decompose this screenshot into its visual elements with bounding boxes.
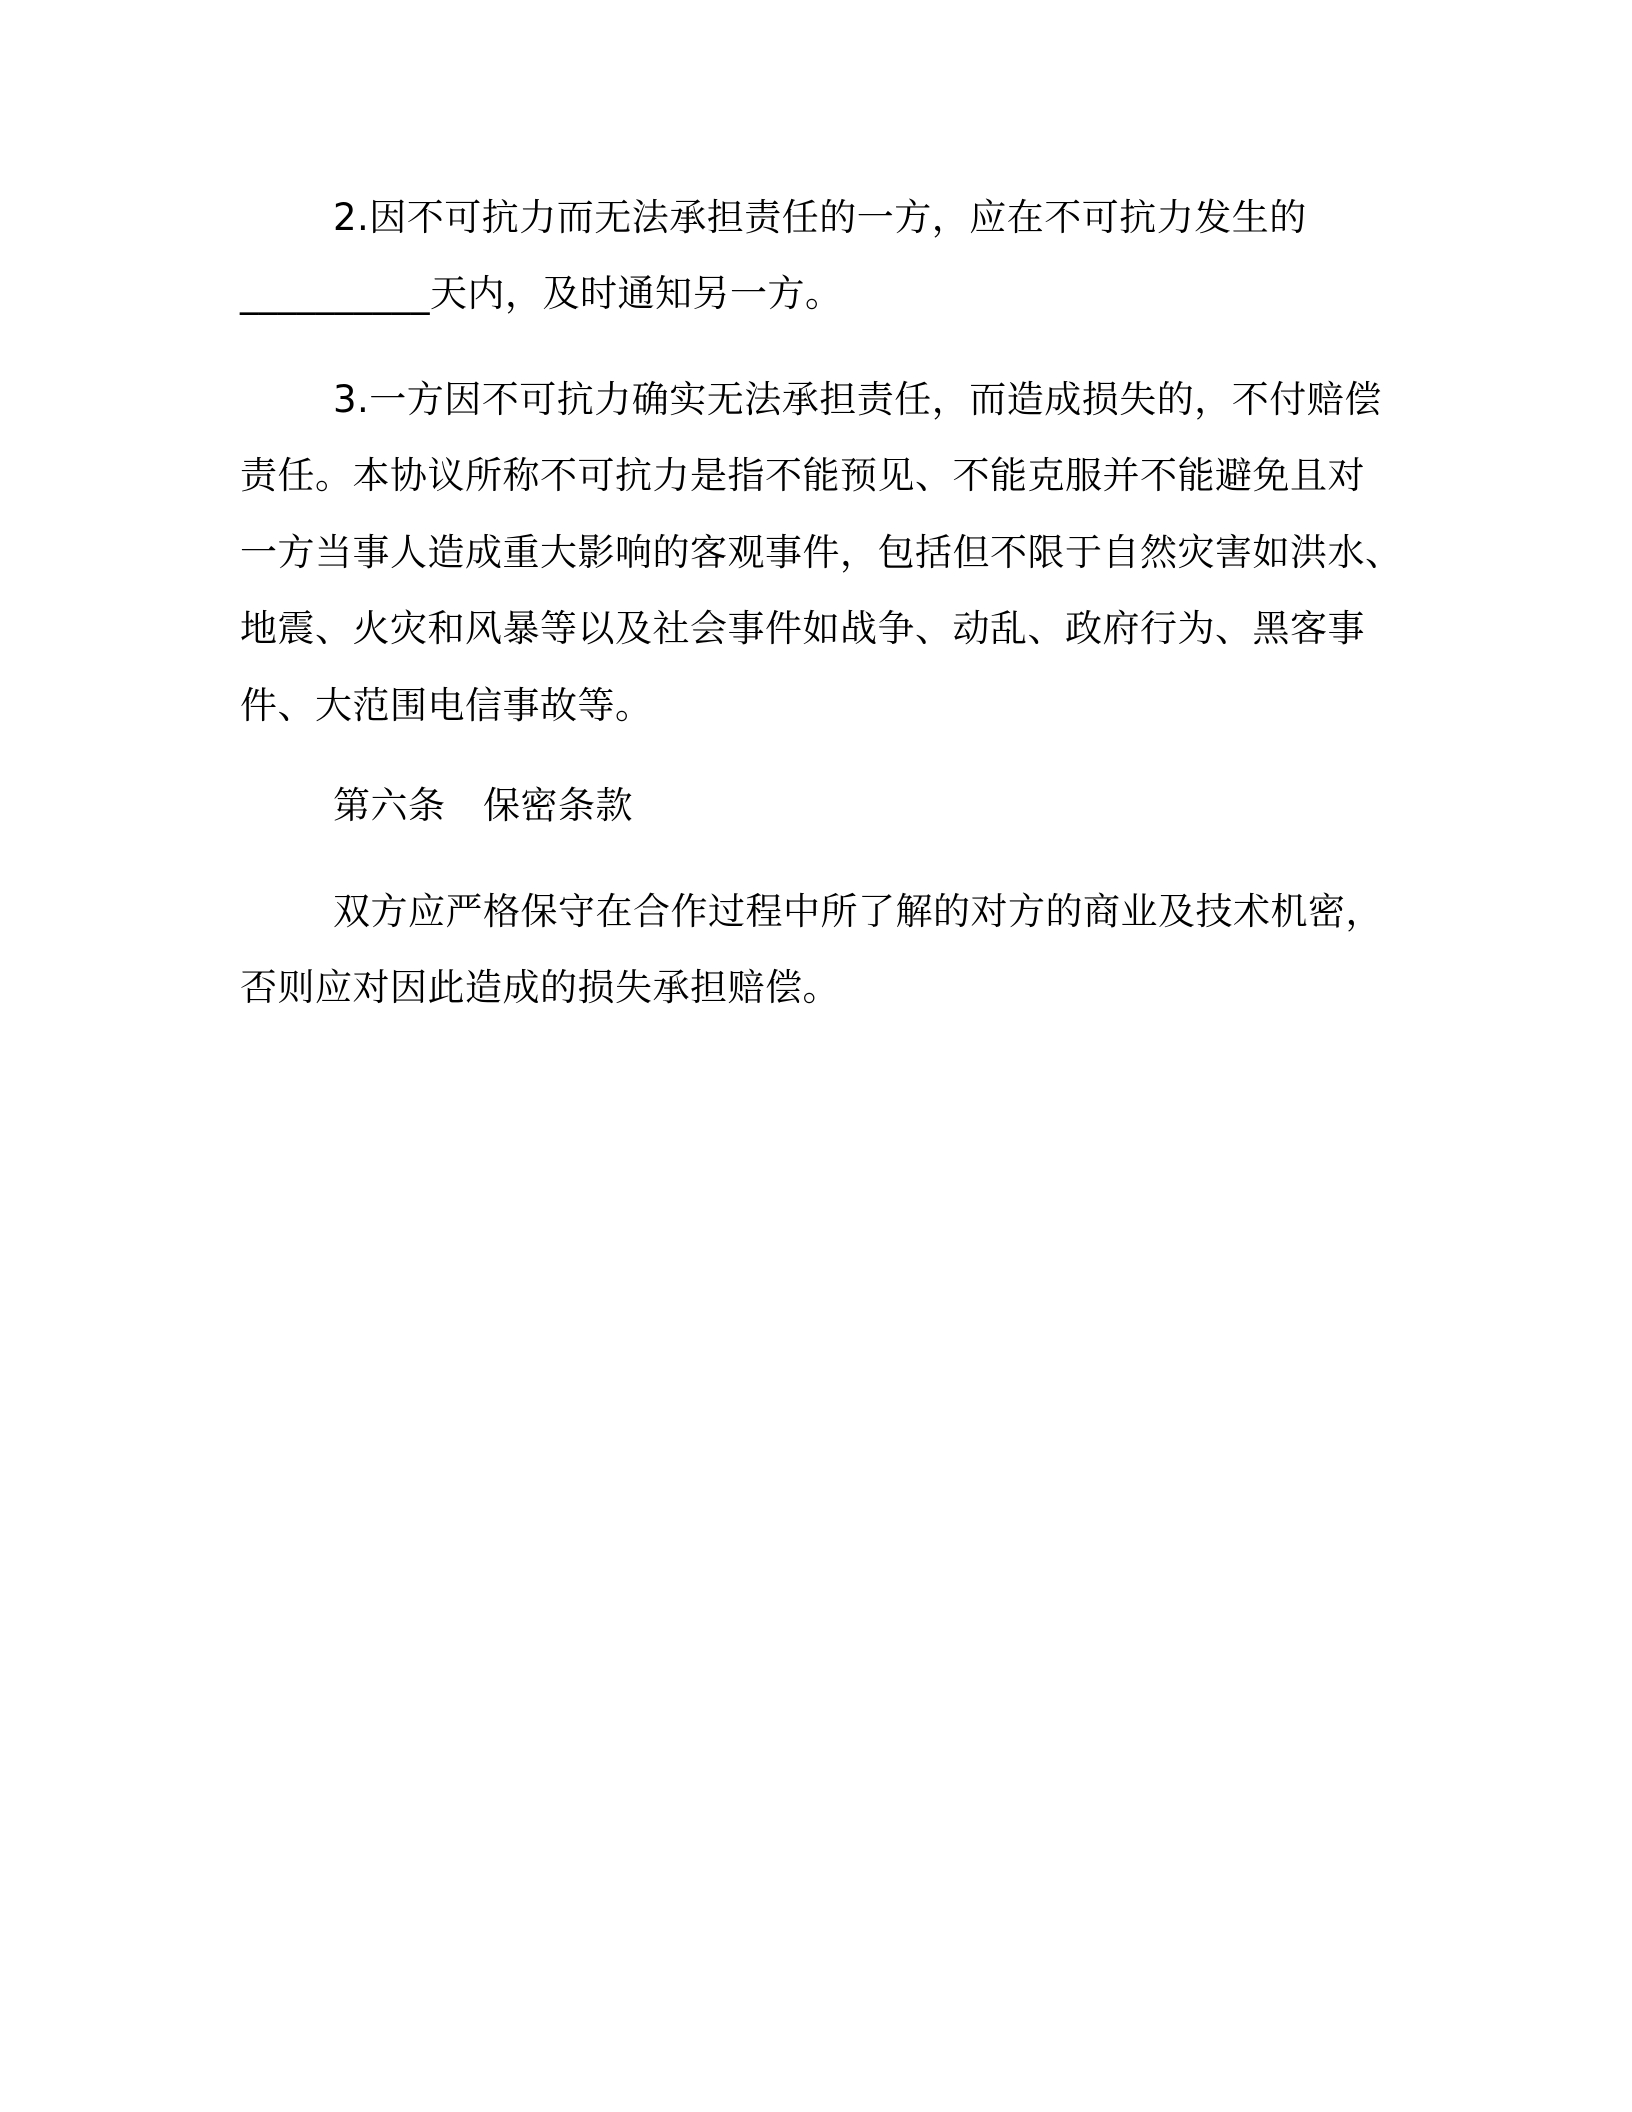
clause-3-line-1: 3.一方因不可抗力确实无法承担责任，而造成损失的，不付赔偿 bbox=[333, 378, 1382, 421]
clause-3-line-2: 责任。本协议所称不可抗力是指不能预见、不能克服并不能避免且对 bbox=[240, 454, 1365, 497]
article-6-heading: 第六条 保密条款 bbox=[333, 784, 633, 827]
article-6-line-1: 双方应严格保守在合作过程中所了解的对方的商业及技术机密， bbox=[333, 890, 1383, 933]
clause-3-line-3: 一方当事人造成重大影响的客观事件，包括但不限于自然灾害如洪水、 bbox=[240, 531, 1403, 574]
article-6-line-2: 否则应对因此造成的损失承担赔偿。 bbox=[240, 966, 840, 1009]
clause-3-line-5: 件、大范围电信事故等。 bbox=[240, 684, 653, 727]
clause-2-line-2: __________天内，及时通知另一方。 bbox=[240, 272, 843, 315]
clause-3-line-4: 地震、火灾和风暴等以及社会事件如战争、动乱、政府行为、黑客事 bbox=[240, 607, 1365, 650]
clause-2-line-1: 2.因不可抗力而无法承担责任的一方，应在不可抗力发生的 bbox=[333, 196, 1307, 239]
